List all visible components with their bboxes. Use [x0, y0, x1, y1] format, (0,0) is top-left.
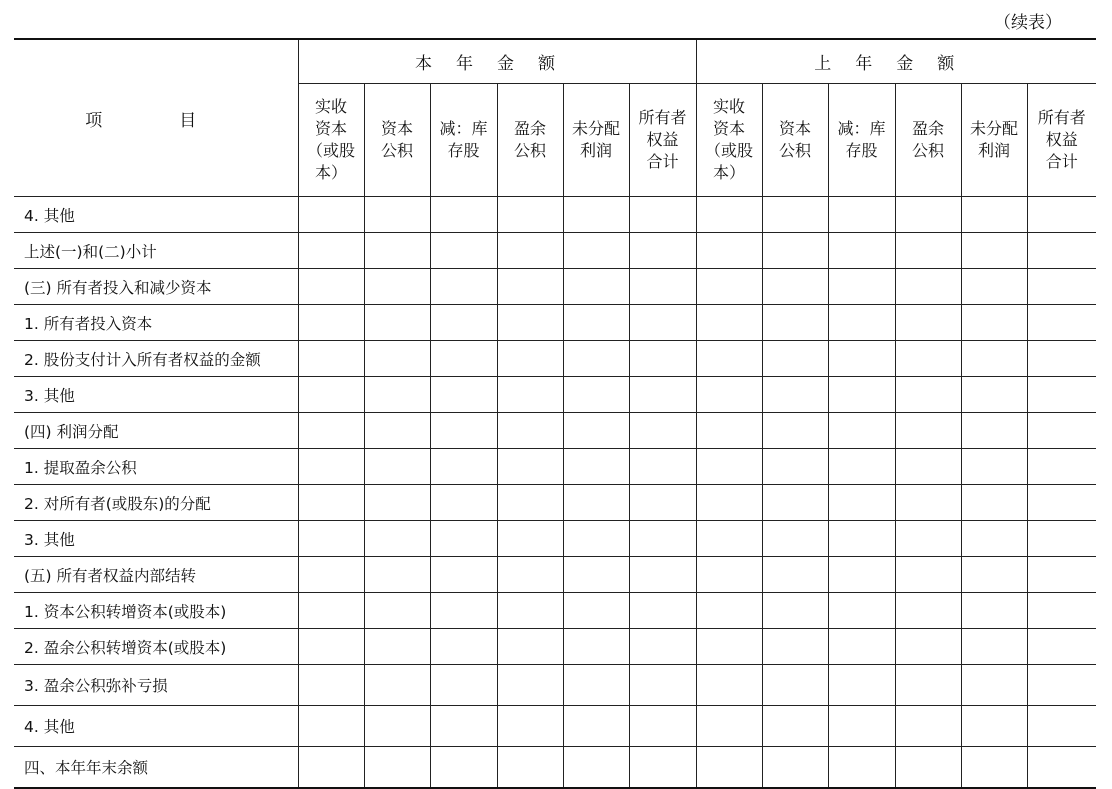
previous-year-amount-cell	[828, 521, 895, 557]
previous-year-amount-cell	[895, 629, 961, 665]
previous-year-amount-cell	[895, 233, 961, 269]
current-year-amount-cell	[497, 593, 563, 629]
previous-year-amount-cell	[828, 413, 895, 449]
item-column-header: 项 目	[14, 39, 298, 197]
current-year-amount-cell	[364, 557, 430, 593]
previous-year-amount-cell	[1027, 413, 1096, 449]
previous-year-amount-cell	[762, 233, 828, 269]
previous-year-amount-cell	[961, 521, 1027, 557]
current-year-amount-cell	[298, 449, 364, 485]
previous-year-amount-cell	[696, 413, 762, 449]
previous-year-amount-cell	[828, 557, 895, 593]
previous-year-amount-cell	[828, 377, 895, 413]
current-undistributed-profit-header: 未分配 利润	[563, 84, 629, 197]
previous-year-amount-cell	[696, 269, 762, 305]
previous-year-amount-cell	[895, 665, 961, 706]
previous-year-amount-cell	[895, 557, 961, 593]
previous-year-amount-cell	[961, 665, 1027, 706]
current-year-amount-cell	[497, 521, 563, 557]
current-year-amount-cell	[430, 341, 497, 377]
previous-year-amount-cell	[1027, 706, 1096, 747]
current-year-amount-cell	[298, 629, 364, 665]
group-header-row	[14, 39, 1096, 84]
previous-year-group-header: 上年金额	[696, 39, 1096, 84]
previous-year-amount-cell	[762, 665, 828, 706]
row-label: 四、本年年末余额	[14, 747, 298, 789]
current-year-amount-cell	[430, 521, 497, 557]
current-year-amount-cell	[364, 629, 430, 665]
table-row	[14, 706, 1096, 747]
current-year-amount-cell	[497, 305, 563, 341]
current-year-amount-cell	[563, 485, 629, 521]
current-year-amount-cell	[497, 197, 563, 233]
current-year-amount-cell	[497, 485, 563, 521]
previous-year-amount-cell	[696, 485, 762, 521]
current-year-amount-cell	[298, 233, 364, 269]
previous-year-amount-cell	[895, 747, 961, 789]
current-year-amount-cell	[364, 665, 430, 706]
previous-year-amount-cell	[696, 593, 762, 629]
previous-year-amount-cell	[696, 197, 762, 233]
previous-year-amount-cell	[1027, 665, 1096, 706]
current-year-amount-cell	[497, 665, 563, 706]
current-year-amount-cell	[430, 593, 497, 629]
previous-year-amount-cell	[1027, 629, 1096, 665]
current-year-amount-cell	[430, 665, 497, 706]
previous-year-amount-cell	[696, 449, 762, 485]
current-surplus-reserve-header: 盈余 公积	[497, 84, 563, 197]
previous-surplus-reserve-header: 盈余 公积	[895, 84, 961, 197]
current-year-amount-cell	[497, 747, 563, 789]
previous-year-amount-cell	[762, 305, 828, 341]
row-label: (五) 所有者权益内部结转	[14, 557, 298, 593]
current-year-amount-cell	[364, 269, 430, 305]
row-label: 2. 盈余公积转增资本(或股本)	[14, 629, 298, 665]
previous-year-amount-cell	[895, 269, 961, 305]
current-year-amount-cell	[497, 269, 563, 305]
previous-year-amount-cell	[828, 269, 895, 305]
current-year-amount-cell	[629, 449, 696, 485]
current-year-amount-cell	[298, 341, 364, 377]
previous-year-amount-cell	[696, 629, 762, 665]
current-year-amount-cell	[629, 197, 696, 233]
previous-total-equity-header: 所有者 权益 合计	[1027, 84, 1096, 197]
current-year-amount-cell	[430, 629, 497, 665]
current-year-amount-cell	[629, 593, 696, 629]
previous-year-amount-cell	[696, 747, 762, 789]
previous-year-amount-cell	[1027, 197, 1096, 233]
previous-year-amount-cell	[1027, 747, 1096, 789]
previous-year-amount-cell	[1027, 377, 1096, 413]
current-year-amount-cell	[629, 521, 696, 557]
previous-year-amount-cell	[762, 629, 828, 665]
current-year-amount-cell	[629, 747, 696, 789]
previous-year-amount-cell	[1027, 341, 1096, 377]
row-label: 3. 盈余公积弥补亏损	[14, 665, 298, 706]
previous-year-amount-cell	[828, 449, 895, 485]
current-year-amount-cell	[497, 557, 563, 593]
current-year-amount-cell	[364, 521, 430, 557]
table-row	[14, 521, 1096, 557]
current-year-amount-cell	[497, 341, 563, 377]
row-label: 1. 资本公积转增资本(或股本)	[14, 593, 298, 629]
previous-year-amount-cell	[696, 706, 762, 747]
previous-year-amount-cell	[895, 341, 961, 377]
previous-capital-reserve-header: 资本 公积	[762, 84, 828, 197]
current-year-amount-cell	[430, 233, 497, 269]
previous-year-amount-cell	[895, 485, 961, 521]
row-label: 4. 其他	[14, 706, 298, 747]
table-row	[14, 665, 1096, 706]
current-year-amount-cell	[497, 706, 563, 747]
previous-year-amount-cell	[696, 341, 762, 377]
previous-year-amount-cell	[762, 557, 828, 593]
row-label: 2. 对所有者(或股东)的分配	[14, 485, 298, 521]
current-year-amount-cell	[629, 233, 696, 269]
current-year-amount-cell	[364, 706, 430, 747]
table-row	[14, 629, 1096, 665]
current-year-amount-cell	[563, 449, 629, 485]
row-label: 1. 提取盈余公积	[14, 449, 298, 485]
previous-year-amount-cell	[961, 593, 1027, 629]
current-year-amount-cell	[629, 665, 696, 706]
row-label: 1. 所有者投入资本	[14, 305, 298, 341]
current-year-amount-cell	[298, 377, 364, 413]
previous-year-amount-cell	[1027, 305, 1096, 341]
previous-year-amount-cell	[1027, 593, 1096, 629]
previous-year-amount-cell	[895, 521, 961, 557]
previous-year-amount-cell	[961, 485, 1027, 521]
current-year-amount-cell	[629, 341, 696, 377]
current-year-amount-cell	[629, 706, 696, 747]
current-year-amount-cell	[563, 747, 629, 789]
table-row	[14, 305, 1096, 341]
current-year-amount-cell	[497, 449, 563, 485]
current-year-amount-cell	[563, 305, 629, 341]
current-year-amount-cell	[298, 269, 364, 305]
row-label: 4. 其他	[14, 197, 298, 233]
previous-year-amount-cell	[961, 341, 1027, 377]
previous-year-amount-cell	[828, 233, 895, 269]
current-year-amount-cell	[563, 665, 629, 706]
previous-year-amount-cell	[1027, 485, 1096, 521]
previous-year-amount-cell	[762, 747, 828, 789]
previous-year-amount-cell	[828, 629, 895, 665]
current-year-amount-cell	[629, 305, 696, 341]
previous-year-amount-cell	[696, 557, 762, 593]
previous-year-amount-cell	[762, 593, 828, 629]
current-total-equity-header: 所有者 权益 合计	[629, 84, 696, 197]
table-row	[14, 269, 1096, 305]
row-label: 3. 其他	[14, 521, 298, 557]
current-year-amount-cell	[364, 233, 430, 269]
current-year-amount-cell	[364, 377, 430, 413]
previous-year-amount-cell	[696, 233, 762, 269]
previous-year-amount-cell	[895, 197, 961, 233]
current-year-amount-cell	[629, 629, 696, 665]
current-year-amount-cell	[563, 593, 629, 629]
row-label: (三) 所有者投入和减少资本	[14, 269, 298, 305]
continued-note: （续表）	[994, 13, 1062, 33]
previous-year-amount-cell	[762, 485, 828, 521]
previous-year-amount-cell	[762, 706, 828, 747]
table-row	[14, 593, 1096, 629]
current-year-amount-cell	[430, 485, 497, 521]
previous-year-amount-cell	[762, 197, 828, 233]
previous-year-amount-cell	[762, 269, 828, 305]
current-year-amount-cell	[430, 305, 497, 341]
previous-year-amount-cell	[828, 305, 895, 341]
previous-year-amount-cell	[961, 413, 1027, 449]
current-year-amount-cell	[497, 233, 563, 269]
previous-year-amount-cell	[762, 377, 828, 413]
current-treasury-stock-header: 减：库 存股	[430, 84, 497, 197]
current-year-amount-cell	[298, 485, 364, 521]
current-year-amount-cell	[298, 557, 364, 593]
previous-year-amount-cell	[961, 377, 1027, 413]
table-row	[14, 197, 1096, 233]
current-year-amount-cell	[430, 747, 497, 789]
current-year-amount-cell	[364, 747, 430, 789]
previous-year-amount-cell	[762, 449, 828, 485]
current-year-amount-cell	[497, 377, 563, 413]
previous-year-amount-cell	[1027, 521, 1096, 557]
current-year-amount-cell	[563, 629, 629, 665]
current-year-amount-cell	[629, 557, 696, 593]
current-year-amount-cell	[563, 233, 629, 269]
table-row	[14, 557, 1096, 593]
current-year-amount-cell	[430, 413, 497, 449]
current-year-group-header: 本年金额	[298, 39, 696, 84]
previous-year-amount-cell	[1027, 557, 1096, 593]
equity-statement-table	[14, 38, 1096, 789]
table-row	[14, 449, 1096, 485]
previous-year-amount-cell	[828, 341, 895, 377]
previous-undistributed-profit-header: 未分配 利润	[961, 84, 1027, 197]
current-year-amount-cell	[563, 377, 629, 413]
previous-year-amount-cell	[828, 665, 895, 706]
current-year-amount-cell	[298, 413, 364, 449]
current-year-amount-cell	[430, 197, 497, 233]
row-label: (四) 利润分配	[14, 413, 298, 449]
table-body	[14, 197, 1096, 789]
current-year-amount-cell	[563, 557, 629, 593]
current-year-amount-cell	[563, 521, 629, 557]
current-year-amount-cell	[430, 269, 497, 305]
current-capital-reserve-header: 资本 公积	[364, 84, 430, 197]
previous-year-amount-cell	[895, 449, 961, 485]
previous-year-amount-cell	[828, 747, 895, 789]
previous-year-amount-cell	[895, 305, 961, 341]
current-year-amount-cell	[298, 593, 364, 629]
current-year-amount-cell	[298, 706, 364, 747]
previous-year-amount-cell	[895, 377, 961, 413]
previous-paid-in-capital-header: 实收 资本 （或股 本）	[696, 84, 762, 197]
current-year-amount-cell	[364, 485, 430, 521]
previous-year-amount-cell	[961, 706, 1027, 747]
table-row	[14, 377, 1096, 413]
current-year-amount-cell	[298, 747, 364, 789]
previous-year-amount-cell	[961, 305, 1027, 341]
previous-year-amount-cell	[961, 557, 1027, 593]
current-year-amount-cell	[364, 305, 430, 341]
previous-year-amount-cell	[696, 521, 762, 557]
previous-year-amount-cell	[696, 665, 762, 706]
current-year-amount-cell	[497, 413, 563, 449]
previous-year-amount-cell	[828, 197, 895, 233]
current-year-amount-cell	[563, 706, 629, 747]
previous-year-amount-cell	[961, 747, 1027, 789]
previous-year-amount-cell	[696, 377, 762, 413]
previous-year-amount-cell	[961, 197, 1027, 233]
current-year-amount-cell	[430, 557, 497, 593]
row-label: 2. 股份支付计入所有者权益的金额	[14, 341, 298, 377]
table-row	[14, 233, 1096, 269]
previous-year-amount-cell	[762, 413, 828, 449]
table-row	[14, 747, 1096, 789]
previous-year-amount-cell	[895, 593, 961, 629]
current-year-amount-cell	[629, 269, 696, 305]
current-year-amount-cell	[497, 629, 563, 665]
current-year-amount-cell	[563, 197, 629, 233]
current-year-amount-cell	[298, 521, 364, 557]
previous-year-amount-cell	[1027, 449, 1096, 485]
previous-year-amount-cell	[762, 341, 828, 377]
previous-year-amount-cell	[828, 593, 895, 629]
previous-year-amount-cell	[1027, 269, 1096, 305]
previous-year-amount-cell	[961, 233, 1027, 269]
previous-year-amount-cell	[961, 629, 1027, 665]
current-year-amount-cell	[629, 377, 696, 413]
current-year-amount-cell	[298, 197, 364, 233]
previous-year-amount-cell	[961, 449, 1027, 485]
previous-year-amount-cell	[961, 269, 1027, 305]
current-year-amount-cell	[364, 341, 430, 377]
current-paid-in-capital-header: 实收 资本 （或股 本）	[298, 84, 364, 197]
table-row	[14, 485, 1096, 521]
current-year-amount-cell	[298, 305, 364, 341]
current-year-amount-cell	[563, 413, 629, 449]
table-row	[14, 341, 1096, 377]
current-year-amount-cell	[364, 449, 430, 485]
current-year-amount-cell	[629, 485, 696, 521]
previous-year-amount-cell	[1027, 233, 1096, 269]
previous-year-amount-cell	[895, 413, 961, 449]
previous-year-amount-cell	[762, 521, 828, 557]
row-label: 3. 其他	[14, 377, 298, 413]
previous-year-amount-cell	[696, 305, 762, 341]
current-year-amount-cell	[364, 197, 430, 233]
current-year-amount-cell	[364, 413, 430, 449]
current-year-amount-cell	[430, 377, 497, 413]
current-year-amount-cell	[430, 706, 497, 747]
table-row	[14, 413, 1096, 449]
current-year-amount-cell	[563, 341, 629, 377]
previous-year-amount-cell	[895, 706, 961, 747]
previous-year-amount-cell	[828, 706, 895, 747]
previous-treasury-stock-header: 减：库 存股	[828, 84, 895, 197]
row-label: 上述(一)和(二)小计	[14, 233, 298, 269]
current-year-amount-cell	[430, 449, 497, 485]
current-year-amount-cell	[629, 413, 696, 449]
current-year-amount-cell	[563, 269, 629, 305]
current-year-amount-cell	[298, 665, 364, 706]
current-year-amount-cell	[364, 593, 430, 629]
previous-year-amount-cell	[828, 485, 895, 521]
